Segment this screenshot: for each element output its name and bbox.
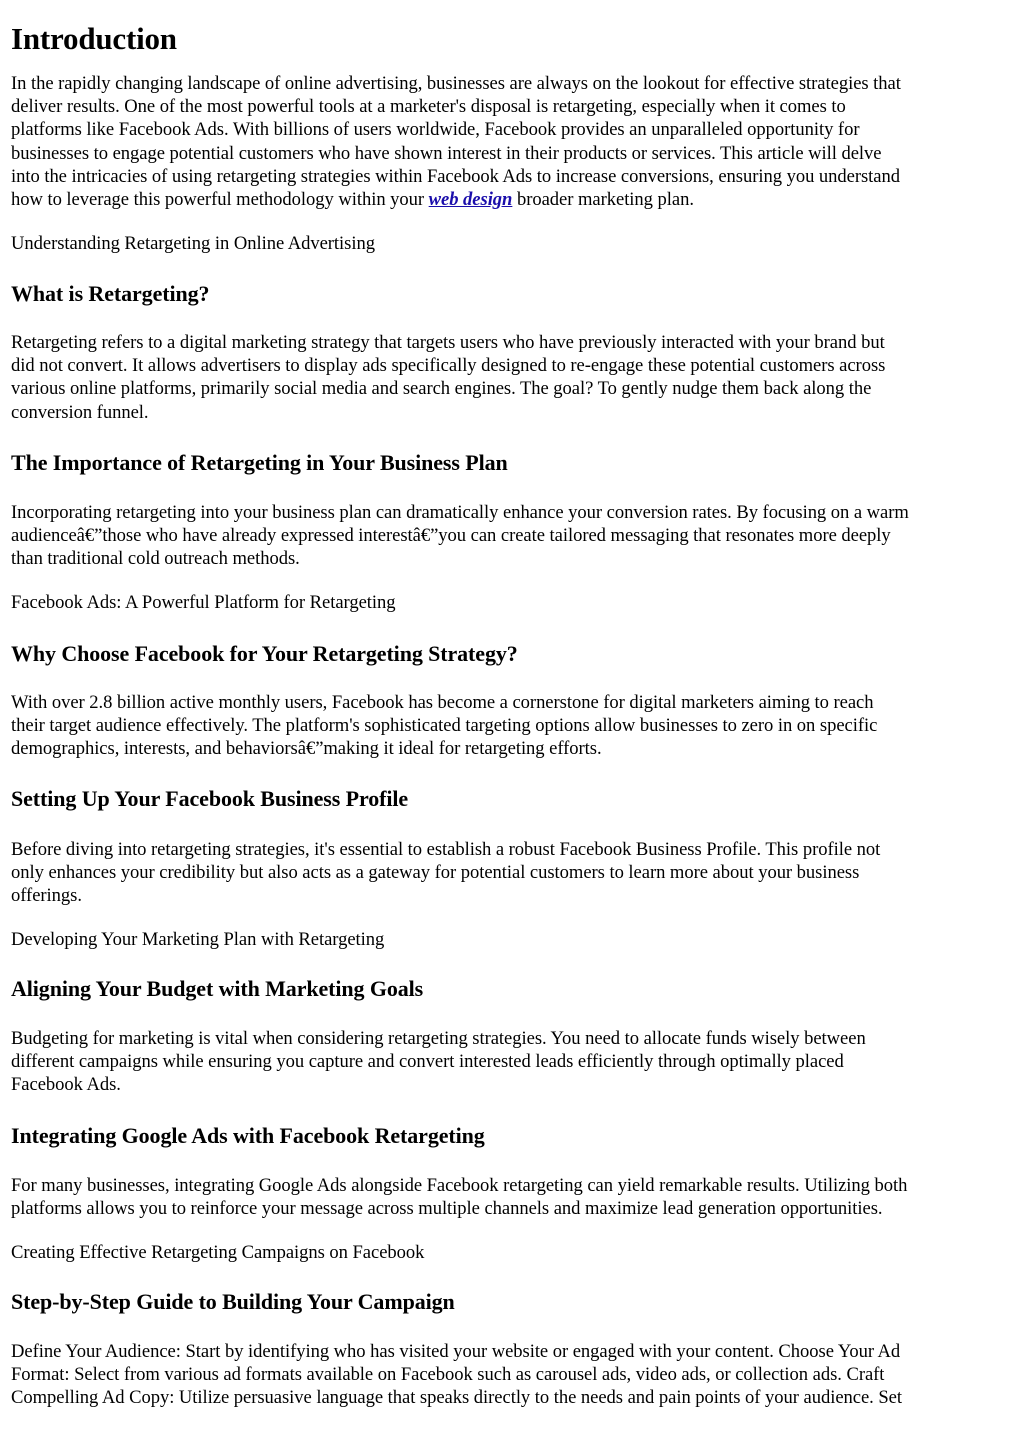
text-line: did not convert. It allows advertisers to display ads specifically designed to re-engage these potential customers across (11, 355, 886, 377)
text-line (11, 188, 901, 211)
paragraph-budget (11, 1027, 866, 1097)
paragraph-importance (11, 501, 909, 571)
paragraph-google-ads (11, 1174, 907, 1220)
intro-paragraph (11, 72, 901, 211)
paragraph-why-facebook (11, 691, 877, 761)
subtopic-creating-campaigns: Creating Effective Retargeting Campaigns on Facebook (11, 1242, 425, 1263)
text-line: different campaigns while ensuring you capture and convert interested leads efficiently through optimally placed (11, 1051, 844, 1073)
text-line: their target audience effectively. The platform's sophisticated targeting options allow businesses to zero in on specific (11, 715, 878, 737)
paragraph-setup-profile (11, 838, 880, 908)
text-line: In the rapidly changing landscape of online advertising, businesses are always on the lookout for effective strategies that (11, 73, 901, 94)
text-line: businesses to engage potential customers who have shown interest in their products or services. This article will delve (11, 142, 882, 164)
text-line: platforms like Facebook Ads. With billions of users worldwide, Facebook provides an unparalleled opportunity for (11, 119, 860, 141)
text-line: into the intricacies of using retargeting strategies within Facebook Ads to increase conversions, ensuring you understand (11, 165, 900, 187)
text-line: audienceâ€”those who have already expressed interestâ€”you can create tailored messaging that resonates more deeply (11, 525, 891, 547)
heading-setup-profile: Setting Up Your Facebook Business Profile (11, 786, 409, 811)
text-line: Format: Select from various ad formats available on Facebook such as carousel ads, video ads, or collection ads. Craft (11, 1364, 885, 1386)
text-line: For many businesses, integrating Google Ads alongside Facebook retargeting can yield remarkable results. Utilizing both (11, 1175, 908, 1196)
heading-what-is-retargeting: What is Retargeting? (11, 281, 210, 306)
subtopic-understanding: Understanding Retargeting in Online Advertising (11, 233, 375, 254)
text-line: platforms allows you to reinforce your message across multiple channels and maximize lead generation opportunities. (11, 1198, 883, 1220)
text-line: Retargeting refers to a digital marketing strategy that targets users who have previously interacted with your brand but (11, 332, 885, 353)
paragraph-what-is-retargeting (11, 331, 885, 424)
text-line: Incorporating retargeting into your business plan can dramatically enhance your conversion rates. By focusing on a warm (11, 502, 909, 523)
text-line: various online platforms, primarily social media and search engines. The goal? To gently nudge them back along the (11, 378, 872, 400)
paragraph-step-by-step (11, 1340, 902, 1410)
text-line: conversion funnel. (11, 401, 149, 423)
text-line: Compelling Ad Copy: Utilize persuasive language that speaks directly to the needs and pain points of your audience. Set (11, 1387, 902, 1409)
text-line: Before diving into retargeting strategies, it's essential to establish a robust Facebook Business Profile. This profile not (11, 839, 881, 860)
subtopic-developing-plan: Developing Your Marketing Plan with Retargeting (11, 929, 385, 950)
heading-step-by-step: Step-by-Step Guide to Building Your Campaign (11, 1289, 455, 1314)
text-segment: how to leverage this powerful methodology within your (11, 189, 429, 211)
page-title: Introduction (11, 21, 177, 56)
text-line: demographics, interests, and behaviorsâ€”making it ideal for retargeting efforts. (11, 738, 602, 760)
heading-budget: Aligning Your Budget with Marketing Goals (11, 976, 424, 1001)
web-design-link[interactable]: web design (428, 189, 513, 211)
heading-google-ads: Integrating Google Ads with Facebook Retargeting (11, 1123, 485, 1148)
text-line: offerings. (11, 885, 82, 907)
heading-why-facebook: Why Choose Facebook for Your Retargeting Strategy? (11, 641, 518, 666)
text-line: than traditional cold outreach methods. (11, 548, 300, 570)
text-segment: broader marketing plan. (512, 189, 694, 211)
text-line: Budgeting for marketing is vital when considering retargeting strategies. You need to allocate funds wisely between (11, 1028, 866, 1049)
text-line: only enhances your credibility but also acts as a gateway for potential customers to learn more about your business (11, 862, 860, 884)
text-line: deliver results. One of the most powerful tools at a marketer's disposal is retargeting, especially when it comes to (11, 96, 846, 118)
text-line: With over 2.8 billion active monthly users, Facebook has become a cornerstone for digital marketers aiming to reach (11, 692, 874, 713)
subtopic-facebook-platform: Facebook Ads: A Powerful Platform for Retargeting (11, 592, 396, 613)
text-line: Define Your Audience: Start by identifying who has visited your website or engaged with your content. Choose Your Ad (11, 1341, 901, 1362)
text-line: Facebook Ads. (11, 1074, 121, 1096)
heading-importance: The Importance of Retargeting in Your Business Plan (11, 450, 508, 475)
